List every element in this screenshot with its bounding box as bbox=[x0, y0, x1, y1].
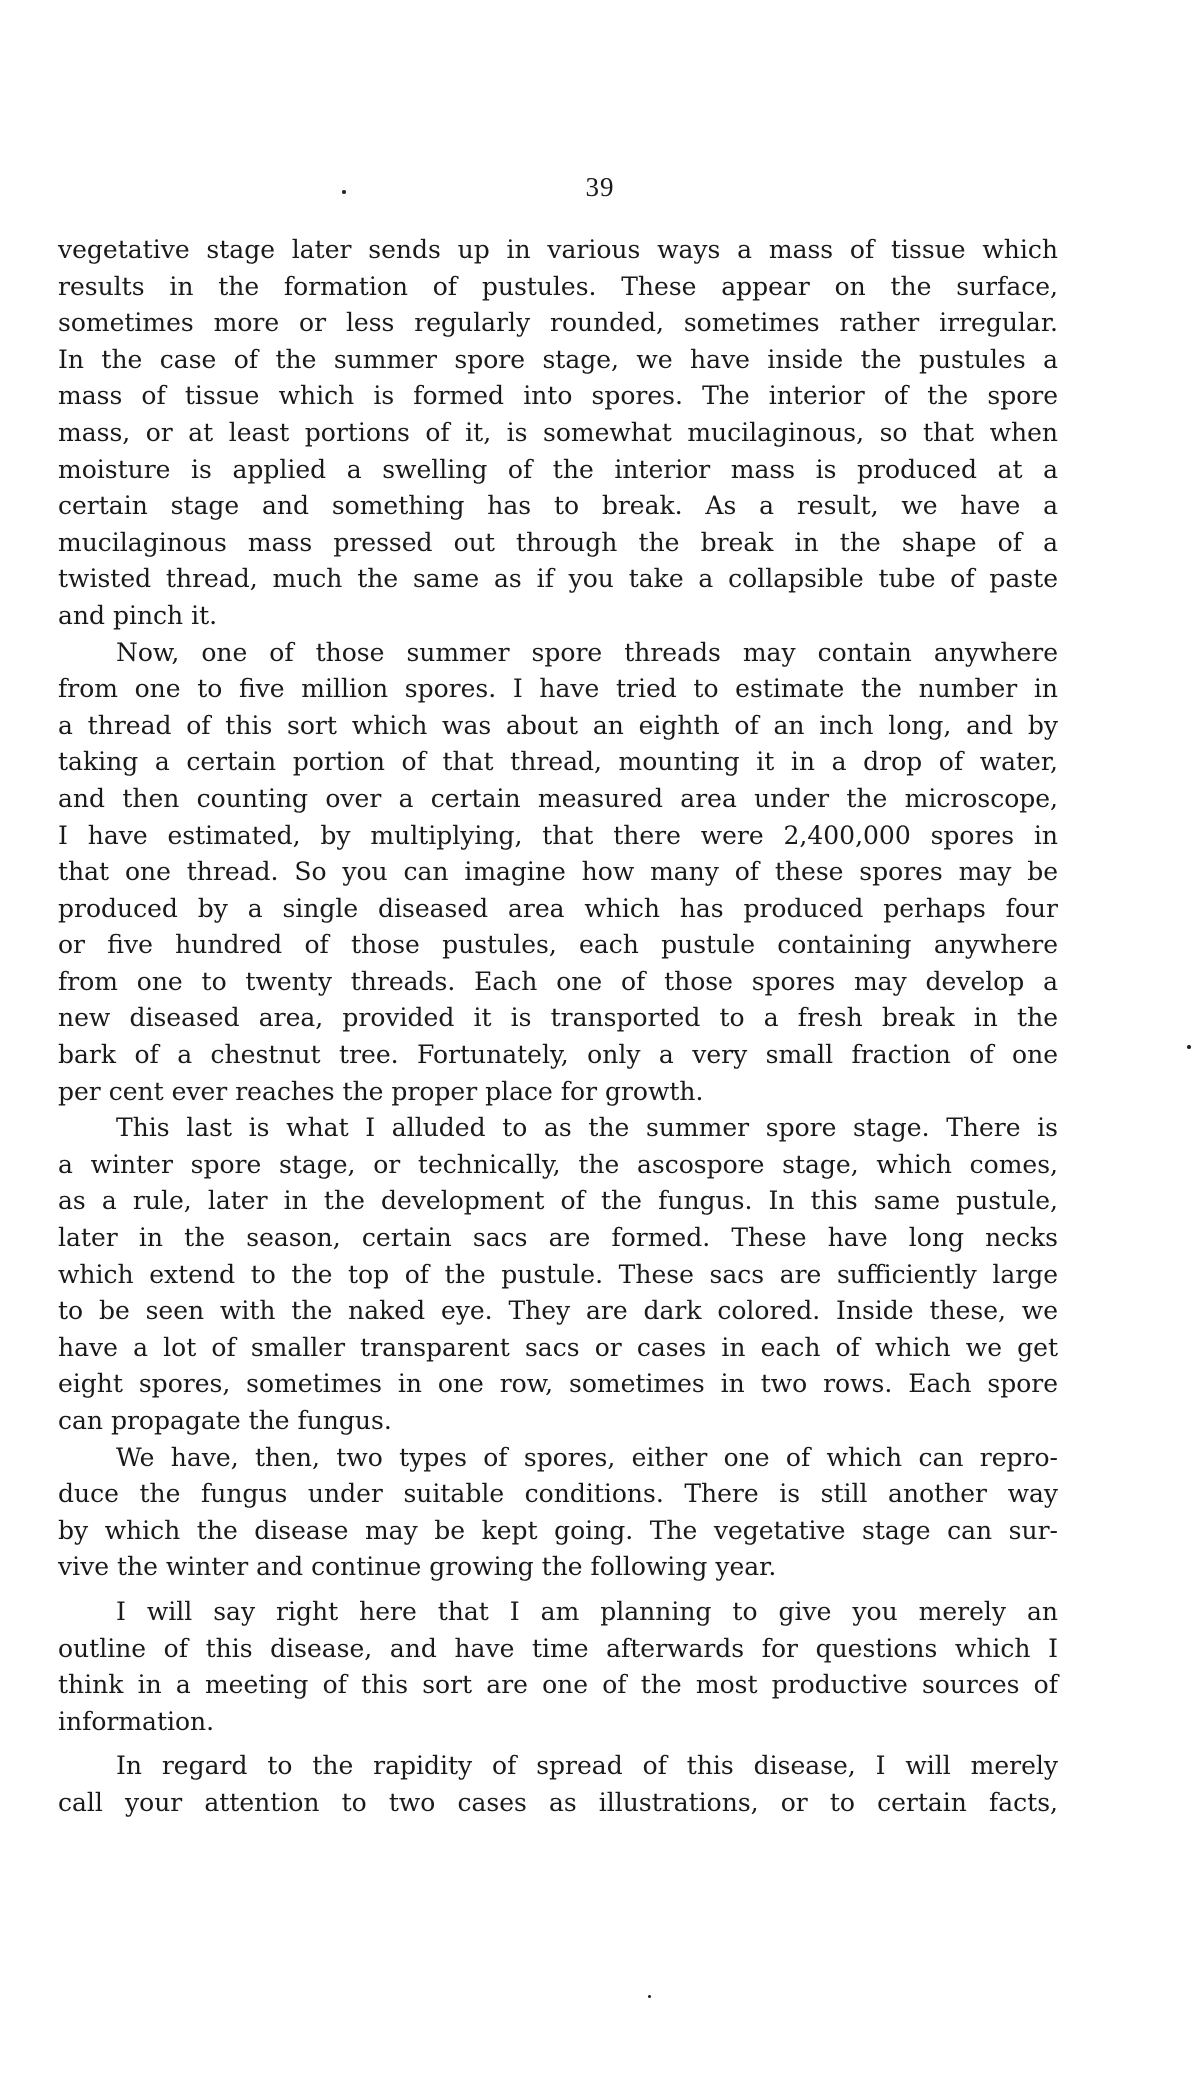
print-speck bbox=[648, 1995, 651, 1998]
text-line: taking a certain portion of that thread, mounting it in a drop of water, bbox=[58, 747, 1058, 777]
text-line: duce the fungus under suitable conditions. There is still another way bbox=[58, 1479, 1058, 1509]
text-line: I will say right here that I am planning to give you merely an bbox=[116, 1596, 1058, 1626]
page-number: 39 bbox=[585, 172, 615, 202]
text-line: from one to five million spores. I have tried to estimate the number in bbox=[58, 674, 1058, 704]
text-line: can propagate the fungus. bbox=[58, 1406, 392, 1435]
text-line: and then counting over a certain measured area under the microscope, bbox=[58, 783, 1058, 813]
text-line: sometimes more or less regularly rounded, sometimes rather irregular. bbox=[58, 308, 1058, 338]
text-line: a winter spore stage, or technically, the ascospore stage, which comes, bbox=[58, 1149, 1058, 1179]
text-line: or five hundred of those pustules, each pustule containing anywhere bbox=[58, 930, 1058, 960]
text-line: as a rule, later in the development of the fungus. In this same pustule, bbox=[58, 1186, 1058, 1216]
body-text bbox=[58, 232, 1058, 1822]
print-speck bbox=[342, 190, 346, 194]
text-line: mass, or at least portions of it, is somewhat mucilaginous, so that when bbox=[58, 417, 1058, 447]
text-line: later in the season, certain sacs are formed. These have long necks bbox=[58, 1223, 1058, 1253]
paragraph-gap bbox=[58, 1740, 1058, 1748]
text-line: which extend to the top of the pustule. These sacs are sufficiently large bbox=[58, 1259, 1058, 1289]
paragraph-gap bbox=[58, 1586, 1058, 1594]
print-speck bbox=[1187, 1045, 1191, 1049]
text-line: bark of a chestnut tree. Fortunately, only a very small fraction of one bbox=[58, 1040, 1058, 1070]
text-line: to be seen with the naked eye. They are dark colored. Inside these, we bbox=[58, 1296, 1058, 1326]
text-line: a thread of this sort which was about an eighth of an inch long, and by bbox=[58, 710, 1058, 740]
text-line: certain stage and something has to break. As a result, we have a bbox=[58, 491, 1058, 521]
text-line: Now, one of those summer spore threads may contain anywhere bbox=[116, 637, 1058, 667]
text-line: mass of tissue which is formed into spores. The interior of the spore bbox=[58, 381, 1058, 411]
text-line: In regard to the rapidity of spread of this disease, I will merely bbox=[116, 1751, 1058, 1781]
text-line: think in a meeting of this sort are one of the most productive sources of bbox=[58, 1670, 1058, 1700]
text-line: vive the winter and continue growing the following year. bbox=[58, 1552, 777, 1582]
text-line: from one to twenty threads. Each one of those spores may develop a bbox=[58, 966, 1058, 996]
text-line: information. bbox=[58, 1706, 215, 1736]
text-line: This last is what I alluded to as the summer spore stage. There is bbox=[116, 1113, 1058, 1143]
text-line: by which the disease may be kept going. The vegetative stage can sur- bbox=[58, 1515, 1058, 1545]
text-line: We have, then, two types of spores, either one of which can repro- bbox=[116, 1442, 1058, 1472]
text-line: I have estimated, by multiplying, that there were 2,400,000 spores in bbox=[58, 820, 1058, 850]
text-line: In the case of the summer spore stage, we have inside the pustules a bbox=[58, 344, 1058, 374]
text-line: new diseased area, provided it is transported to a fresh break in the bbox=[58, 1003, 1058, 1033]
text-line: vegetative stage later sends up in various ways a mass of tissue which bbox=[58, 235, 1058, 264]
text-line: moisture is applied a swelling of the interior mass is produced at a bbox=[58, 454, 1058, 484]
text-line: results in the formation of pustules. These appear on the surface, bbox=[58, 271, 1058, 301]
text-line: per cent ever reaches the proper place for growth. bbox=[58, 1076, 704, 1106]
text-line: outline of this disease, and have time afterwards for questions which I bbox=[58, 1633, 1058, 1663]
text-line: produced by a single diseased area which has produced perhaps four bbox=[58, 893, 1058, 923]
text-line: and pinch it. bbox=[58, 600, 218, 630]
text-line: twisted thread, much the same as if you take a collapsible tube of paste bbox=[58, 564, 1058, 594]
text-line: that one thread. So you can imagine how many of these spores may be bbox=[58, 857, 1058, 887]
text-line: eight spores, sometimes in one row, sometimes in two rows. Each spore bbox=[58, 1369, 1058, 1399]
text-line: mucilaginous mass pressed out through the break in the shape of a bbox=[58, 527, 1058, 557]
text-line: call your attention to two cases as illustrations, or to certain facts, bbox=[58, 1787, 1058, 1817]
text-line: have a lot of smaller transparent sacs or cases in each of which we get bbox=[58, 1332, 1058, 1362]
